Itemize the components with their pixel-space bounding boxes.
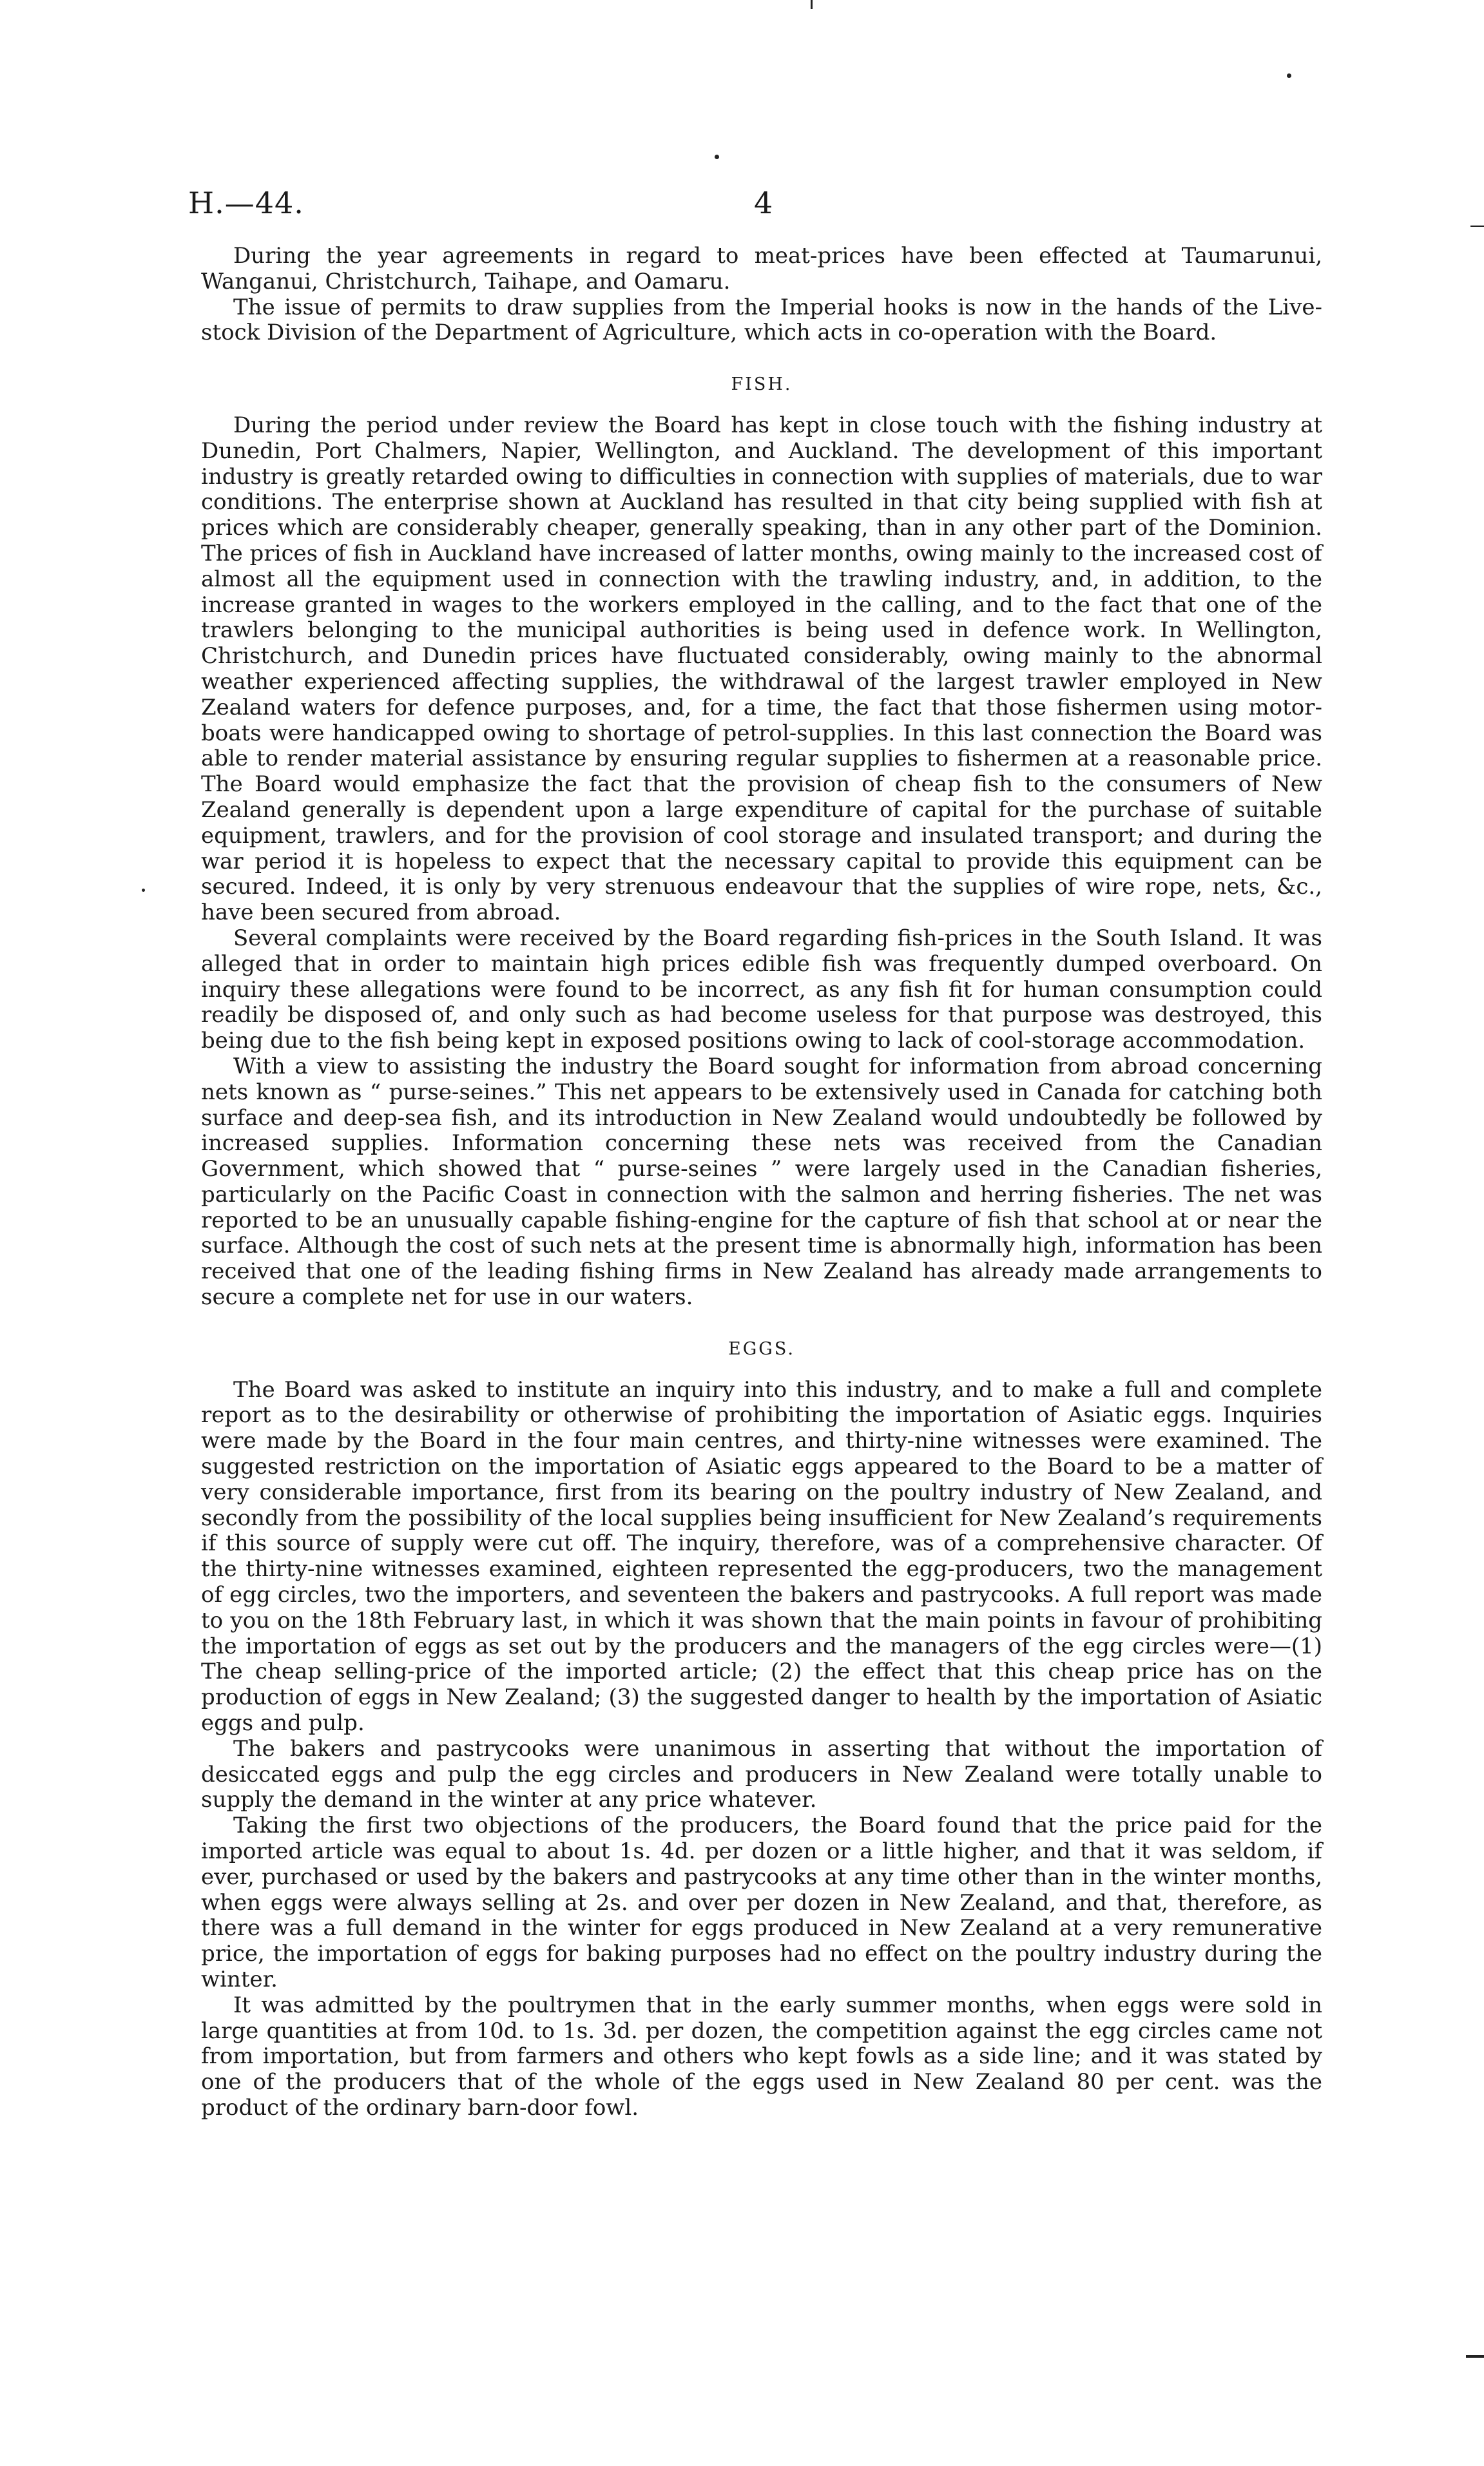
paragraph: During the period under review the Board has kept in close touch with the fishing industry at Dunedin, Port Chalmers, Napier, Wellington, and Auckland. The development of this important industry is greatly retarded owing to difficulties in connection with supplies of materials, due to war conditions. The enterprise shown at Auckland has resulted in that city being supplied with fish at prices which are considerably cheaper, generally speaking, than in any other part of the Dominion. The prices of fish in Auckland have increased of latter months, owing mainly to the increased cost of almost all the equipment used in connection with the trawling industry, and, in addition, to the increase granted in wages to the workers employed in the calling, and to the fact that one of the trawlers belonging to the municipal authorities is being used in defence work. In Wellington, Christchurch, and Dunedin prices have fluctuated considerably, owing mainly to the abnormal weather experienced affecting supplies, the withdrawal of the largest trawler employed in New Zealand waters for defence purposes, and, for a time, the fact that those fishermen using motor-boats were handicapped owing to shortage of petrol-supplies. In this last connection the Board was able to render material assistance by ensuring regular supplies to fishermen at a reasonable price. The Board would emphasize the fact that the provision of cheap fish to the consumers of New Zealand generally is dependent upon a large expenditure of capital for the purchase of suitable equipment, trawlers, and for the provision of cool storage and insulated transport; and during the war period it is hopeless to expect that the necessary capital to provide this equipment can be secured. Indeed, it is only by very strenuous endeavour that the supplies of wire rope, nets, &c., have been secured from abroad.: [201, 412, 1322, 926]
paragraph: It was admitted by the poultrymen that in the early summer months, when eggs were sold in large quantities at from 10d. to 1s. 3d. per dozen, the competition against the egg circles came not from importation, but from farmers and others who kept fowls as a side line; and it was stated by one of the producers that of the whole of the eggs used in New Zealand 80 per cent. was the product of the ordinary barn-door fowl.: [201, 1992, 1322, 2121]
document-reference: H.—44.: [188, 186, 304, 220]
page-header: [188, 186, 1320, 224]
page-number: 4: [754, 186, 773, 220]
scan-mark: [142, 889, 145, 892]
paragraph: Several complaints were received by the Board regarding fish-prices in the South Island. It was alleged that in order to maintain high prices edible fish was frequently dumped overboard. On inquiry these allegations were found to be incorrect, as any fish fit for human consumption could readily be disposed of, and only such as had become useless for that purpose was destroyed, this being due to the fish being kept in exposed positions owing to lack of cool-storage accommodation.: [201, 925, 1322, 1054]
section-heading-eggs: EGGS.: [728, 1338, 795, 1359]
paragraph: The issue of permits to draw supplies from the Imperial hooks is now in the hands of the Live-stock Division of the Department of Agriculture, which acts in co-operation with the Board.: [201, 294, 1322, 346]
paragraph: During the year agreements in regard to meat-prices have been effected at Taumarunui, Wanganui, Christchurch, Taihape, and Oamaru.: [201, 243, 1322, 294]
scan-mark: [1470, 226, 1484, 227]
paragraph: Taking the first two objections of the producers, the Board found that the price paid for the imported article was equal to about 1s. 4d. per dozen or a little higher, and that it was seldom, if ever, purchased or used by the bakers and pastrycooks at any time other than in the winter months, when eggs were always selling at 2s. and over per dozen in New Zealand, and that, therefore, as there was a full demand in the winter for eggs produced in New Zealand at a very remunerative price, the importation of eggs for baking purposes had no effect on the poultry industry during the winter.: [201, 1813, 1322, 1992]
document-body: [201, 244, 1322, 2121]
section-heading-fish: FISH.: [731, 374, 793, 395]
paragraph: The bakers and pastrycooks were unanimous in asserting that without the importation of desiccated eggs and pulp the egg circles and producers in New Zealand were totally unable to supply the demand in the winter at any price whatever.: [201, 1735, 1322, 1813]
paragraph: With a view to assisting the industry the Board sought for information from abroad concerning nets known as “ purse-seines.” This net appears to be extensively used in Canada for catching both surface and deep-sea fish, and its introduction in New Zealand would undoubtedly be followed by increased supplies. Information concerning these nets was received from the Canadian Government, which showed that “ purse-seines ” were largely used in the Canadian fisheries, particularly on the Pacific Coast in connection with the salmon and herring fisheries. The net was reported to be an unusually capable fishing-engine for the capture of fish that school at or near the surface. Although the cost of such nets at the present time is abnormally high, information has been received that one of the leading fishing firms in New Zealand has already made arrangements to secure a complete net for use in our waters.: [201, 1053, 1322, 1311]
scan-mark: [1466, 2355, 1484, 2358]
scan-mark: [1287, 73, 1291, 78]
scan-mark: [715, 155, 719, 159]
paragraph: The Board was asked to institute an inquiry into this industry, and to make a full and complete report as to the desirability or otherwise of prohibiting the importation of Asiatic eggs. Inquiries were made by the Board in the four main centres, and thirty-nine witnesses were examined. The suggested restriction on the importation of Asiatic eggs appeared to the Board to be a matter of very considerable importance, first from its bearing on the poultry industry of New Zealand, and secondly from the possibility of the local supplies being insufficient for New Zealand’s requirements if this source of supply were cut off. The inquiry, therefore, was of a comprehensive character. Of the thirty-nine witnesses examined, eighteen represented the egg-producers, two the management of egg circles, two the importers, and seventeen the bakers and pastrycooks. A full report was made to you on the 18th February last, in which it was shown that the main points in favour of prohibiting the importation of eggs as set out by the producers and the managers of the egg circles were—(1) The cheap selling-price of the imported article; (2) the effect that this cheap price has on the production of eggs in New Zealand; (3) the suggested danger to health by the importation of Asiatic eggs and pulp.: [201, 1376, 1322, 1737]
scan-mark: [811, 0, 813, 9]
